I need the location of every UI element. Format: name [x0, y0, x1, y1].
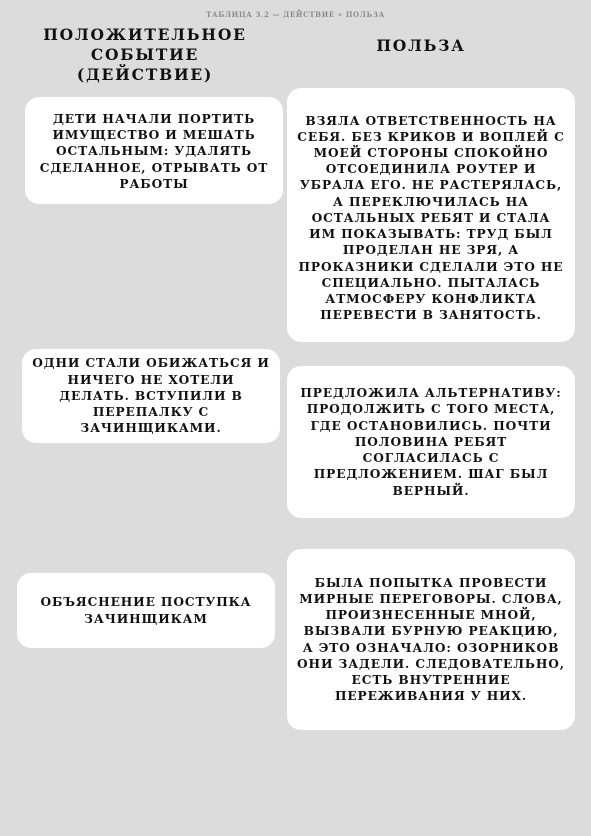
- event-card-3: [17, 573, 275, 648]
- column-header-benefit: ПОЛЬЗА: [376, 36, 466, 55]
- benefit-text-3: БЫЛА ПОПЫТКА ПРОВЕСТИ МИРНЫЕ ПЕРЕГОВОРЫ. СЛОВА, ПРОИЗНЕСЕННЫЕ МНОЙ, ВЫЗВАЛИ БУРНУЮ РЕАКЦИЮ, А ЭТО ОЗНАЧАЛО: ОЗОРНИКОВ ОНИ ЗАДЕЛИ. СЛЕДОВАТЕЛЬНО, ЕСТЬ ВНУТРЕННИЕ ПЕРЕЖИВАНИЯ У НИХ.: [297, 575, 565, 704]
- event-text-1: ДЕТИ НАЧАЛИ ПОРТИТЬ ИМУЩЕСТВО И МЕШАТЬ ОСТАЛЬНЫМ: УДАЛЯТЬ СДЕЛАННОЕ, ОТРЫВАТЬ ОТ РАБОТЫ: [39, 111, 269, 191]
- benefit-card-2: [287, 366, 575, 518]
- benefit-text-1: ВЗЯЛА ОТВЕТСТВЕННОСТЬ НА СЕБЯ. БЕЗ КРИКОВ И ВОПЛЕЙ С МОЕЙ СТОРОНЫ СПОКОЙНО ОТСОЕДИНИЛА РОУТЕР И УБРАЛА ЕГО. НЕ РАСТЕРЯЛАСЬ, А ПЕРЕКЛЮЧИЛАСЬ НА ОСТАЛЬНЫХ РЕБЯТ И СТАЛА ИМ ПОКАЗЫВАТЬ: ТРУД БЫЛ ПРОДЕЛАН НЕ ЗРЯ, А ПРОКАЗНИКИ СДЕЛАЛИ ЭТО НЕ СПЕЦИАЛЬНО. ПЫТАЛАСЬ АТМОСФЕРУ КОНФЛИКТА ПЕРЕВЕСТИ В ЗАНЯТОСТЬ.: [297, 113, 565, 323]
- benefit-card-1: [287, 88, 575, 342]
- benefit-text-2: ПРЕДЛОЖИЛА АЛЬТЕРНАТИВУ: ПРОДОЛЖИТЬ С ТОГО МЕСТА, ГДЕ ОСТАНОВИЛИСЬ. ПОЧТИ ПОЛОВИНА РЕБЯТ СОГЛАСИЛАСЬ С ПРЕДЛОЖЕНИЕМ. ШАГ БЫЛ ВЕРНЫЙ.: [300, 386, 562, 498]
- event-card-1: [25, 97, 283, 204]
- column-header-event: ПОЛОЖИТЕЛЬНОЕ СОБЫТИЕ (ДЕЙСТВИЕ): [43, 25, 247, 84]
- benefit-card-3: [287, 549, 575, 730]
- event-card-2: [22, 349, 280, 443]
- event-text-3: ОБЪЯСНЕНИЕ ПОСТУПКА ЗАЧИНЩИКАМ: [40, 595, 252, 626]
- event-text-2: ОДНИ СТАЛИ ОБИЖАТЬСЯ И НИЧЕГО НЕ ХОТЕЛИ ДЕЛАТЬ. ВСТУПИЛИ В ПЕРЕПАЛКУ С ЗАЧИНЩИКАМИ.: [32, 356, 270, 436]
- table-caption: ТАБЛИЦА 3.2 — ДЕЙСТВИЕ « ПОЛЬЗА: [206, 10, 385, 19]
